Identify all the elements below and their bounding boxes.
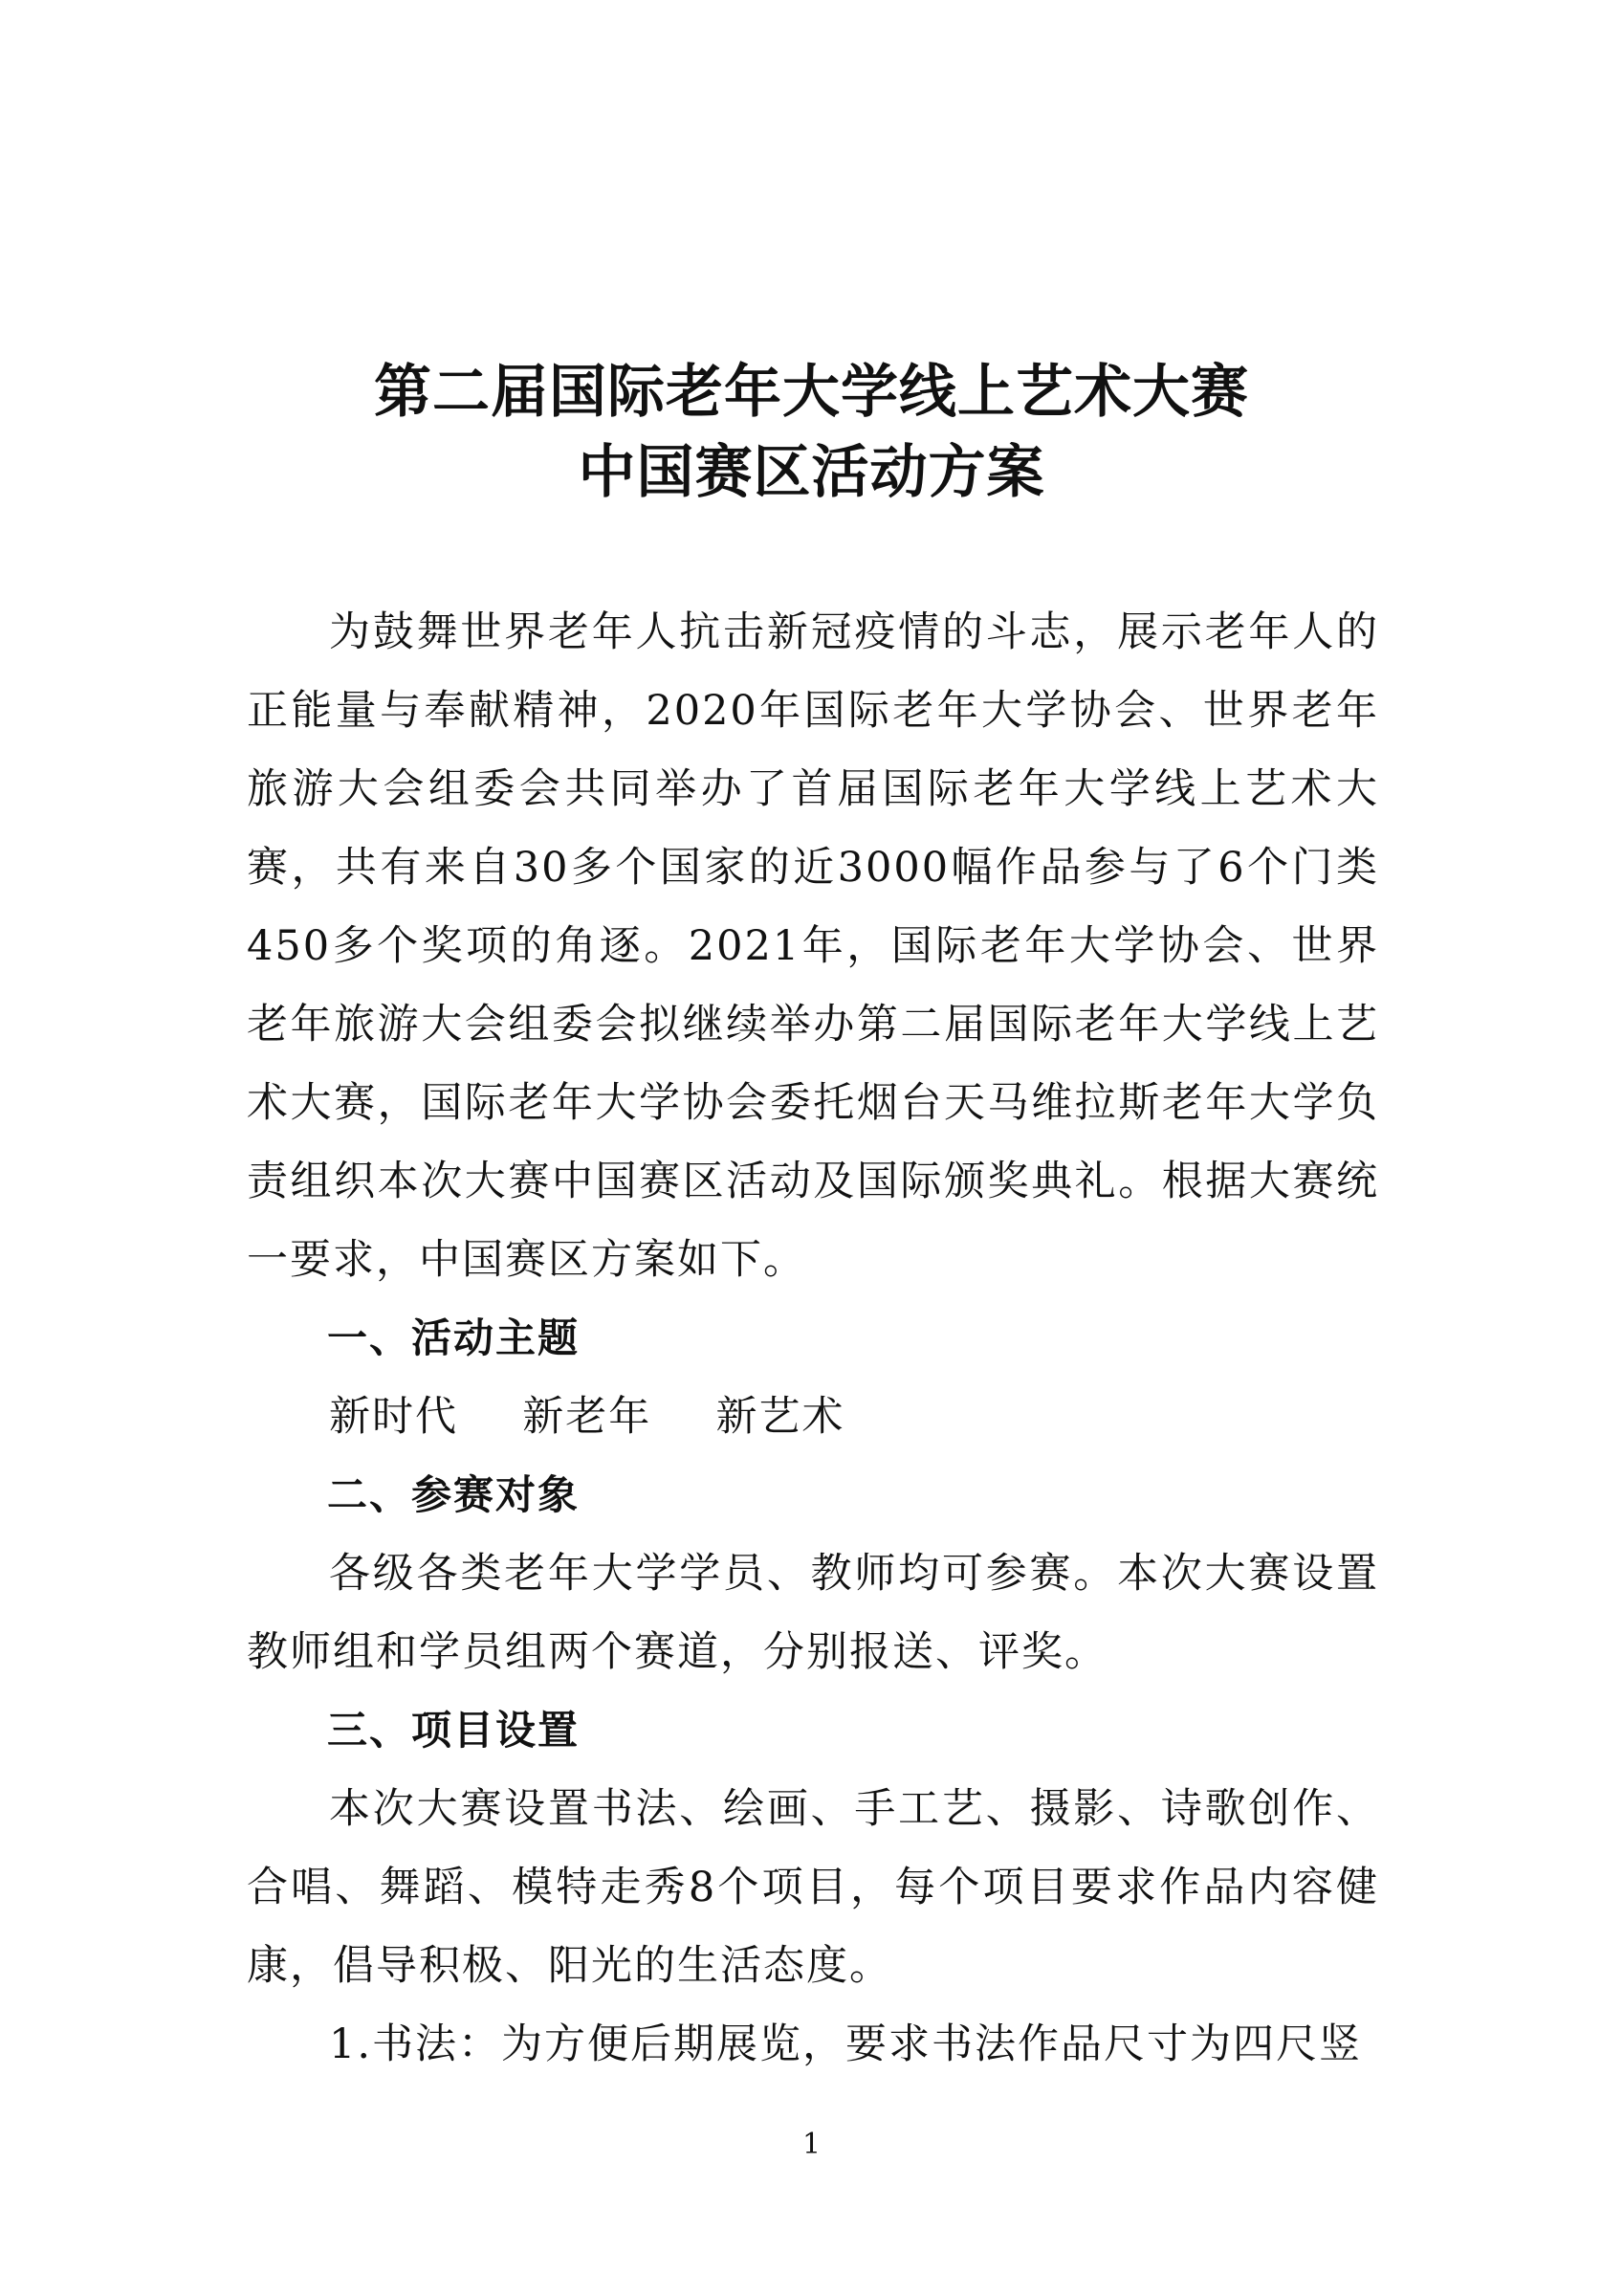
theme-item-3: 新艺术 bbox=[715, 1393, 845, 1441]
title-line-2: 中国赛区活动方案 bbox=[578, 439, 1045, 506]
participants-paragraph: 各级各类老年大学学员、教师均可参赛。本次大赛设置教师组和学员组两个赛道，分别报送、评奖。 bbox=[247, 1550, 1379, 1676]
theme-item-1: 新时代 bbox=[329, 1393, 458, 1441]
document-body bbox=[247, 593, 1379, 2084]
section-heading-participants: 二、参赛对象 bbox=[327, 1471, 581, 1518]
page-number: 1 bbox=[801, 2128, 822, 2161]
theme-line bbox=[247, 1378, 1379, 1456]
document-title bbox=[0, 352, 1623, 513]
projects-paragraph: 本次大赛设置书法、绘画、手工艺、摄影、诗歌创作、合唱、舞蹈、模特走秀8个项目，每个项目要求作品内容健康，倡导积极、阳光的生活态度。 bbox=[247, 1785, 1379, 1990]
section-heading-theme: 一、活动主题 bbox=[327, 1314, 581, 1361]
theme-item-2: 新老年 bbox=[522, 1393, 652, 1441]
item-calligraphy-paragraph: 1.书法：为方便后期展览，要求书法作品尺寸为四尺竖 bbox=[329, 2020, 1363, 2068]
title-line-1: 第二届国际老年大学线上艺术大赛 bbox=[374, 359, 1249, 426]
intro-paragraph: 为鼓舞世界老年人抗击新冠疫情的斗志，展示老年人的正能量与奉献精神，2020年国际老年大学协会、世界老年旅游大会组委会共同举办了首届国际老年大学线上艺术大赛，共有来自30多个国家的近3000幅作品参与了6个门类450多个奖项的角逐。2021年，国际老年大学协会、世界老年旅游大会组委会拟继续举办第二届国际老年大学线上艺术大赛，国际老年大学协会委托烟台天马维拉斯老年大学负责组织本次大赛中国赛区活动及国际颁奖典礼。根据大赛统一要求，中国赛区方案如下。 bbox=[247, 608, 1379, 1284]
section-heading-projects: 三、项目设置 bbox=[327, 1707, 581, 1754]
